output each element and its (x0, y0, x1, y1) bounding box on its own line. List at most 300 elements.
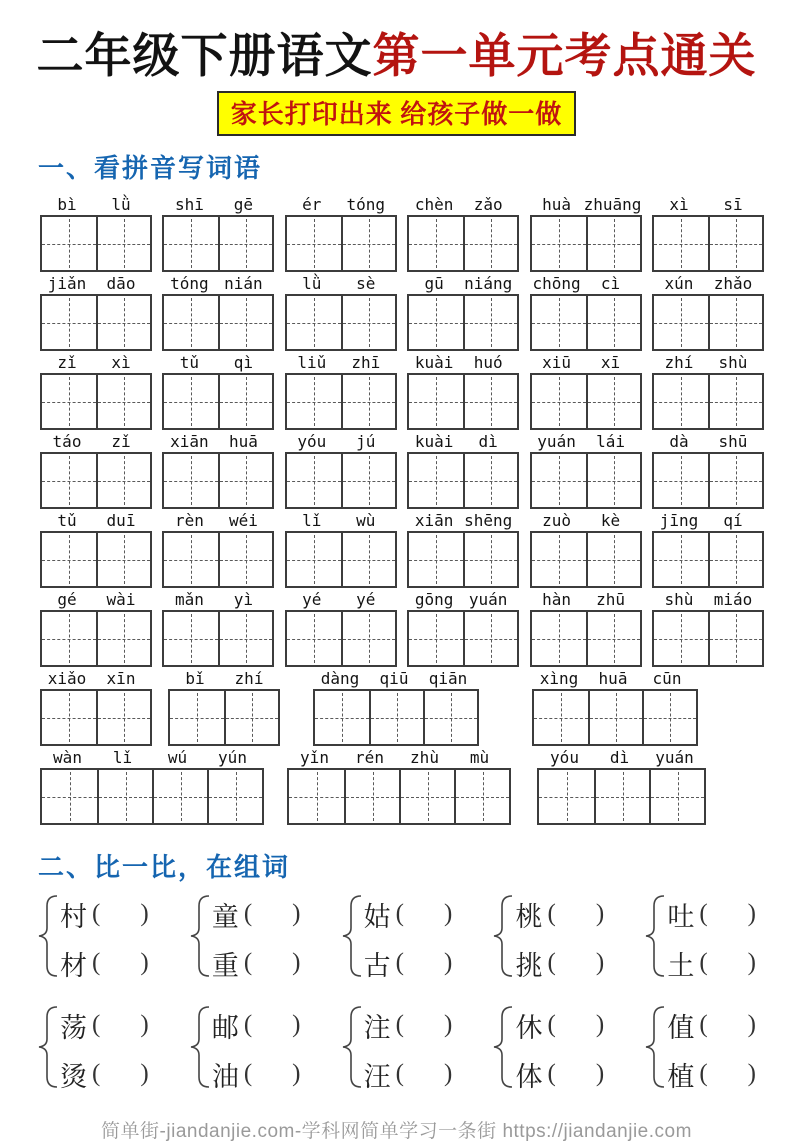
word-group (407, 351, 519, 430)
writing-boxes (168, 689, 280, 746)
compare-entry (60, 944, 149, 983)
pair-column (212, 895, 301, 983)
compare-pair (493, 1005, 604, 1094)
pinyin-syllable: zhí (664, 353, 694, 373)
pinyin-label (40, 193, 152, 215)
pinyin-syllable: shù (664, 590, 694, 610)
compare-character: 材 (60, 950, 87, 981)
writing-boxes (40, 610, 152, 667)
pinyin-syllable: dà (669, 432, 689, 452)
writing-boxes (40, 215, 152, 272)
pair-column (515, 1006, 604, 1094)
paren-open: ( (243, 949, 253, 977)
compare-pair (190, 894, 301, 983)
writing-cell (586, 533, 640, 586)
pinyin-syllable: dàng (320, 669, 360, 689)
writing-cell (164, 454, 218, 507)
word-group (40, 193, 152, 272)
compare-entry (364, 1006, 453, 1045)
pinyin-syllable: lǐ (302, 511, 322, 531)
pinyin-label (285, 351, 397, 373)
writing-cell (539, 770, 594, 823)
compare-character: 体 (515, 1061, 543, 1092)
pinyin-row-1 (40, 193, 764, 272)
writing-boxes (285, 531, 397, 588)
writing-cell (594, 770, 649, 823)
compare-row-2 (38, 1005, 756, 1094)
writing-boxes (530, 452, 642, 509)
pinyin-label (407, 272, 519, 294)
writing-cell (708, 375, 762, 428)
pinyin-label (162, 430, 274, 452)
paren-close: ) (595, 1011, 605, 1039)
pinyin-syllable: huā (228, 432, 258, 452)
writing-cell (341, 296, 395, 349)
compare-entry (667, 1055, 756, 1094)
brace-icon (190, 894, 210, 983)
pinyin-syllable: qì (233, 353, 254, 373)
writing-cell (588, 691, 642, 744)
pinyin-syllable: bì (57, 195, 77, 215)
pinyin-syllable: gōng (414, 590, 454, 610)
word-group (287, 746, 511, 825)
pinyin-label (40, 509, 152, 531)
writing-cell (654, 612, 708, 665)
writing-cell (708, 533, 762, 586)
pinyin-label (162, 193, 274, 215)
pinyin-label (285, 430, 397, 452)
pinyin-syllable: zǐ (57, 353, 77, 373)
writing-cell (287, 533, 341, 586)
pinyin-syllable: xì (669, 195, 689, 215)
compare-entry (667, 1006, 756, 1045)
writing-cell (164, 375, 218, 428)
pinyin-label (162, 272, 274, 294)
writing-cell (344, 770, 399, 823)
writing-cell (164, 612, 218, 665)
paren-open: ( (395, 949, 404, 977)
pinyin-syllable: shù (718, 353, 748, 373)
writing-cell (532, 217, 586, 270)
writing-cell (170, 691, 224, 744)
writing-cell (96, 691, 150, 744)
pinyin-syllable: liǔ (297, 353, 327, 373)
word-group (285, 272, 397, 351)
pinyin-label (407, 588, 519, 610)
writing-boxes (285, 610, 397, 667)
compare-character: 挑 (515, 950, 543, 981)
pinyin-syllable: xìng (539, 669, 579, 689)
pinyin-syllable: lǜ (111, 195, 131, 215)
pinyin-label (285, 588, 397, 610)
word-group (530, 430, 642, 509)
pinyin-syllable: wàn (53, 748, 82, 768)
word-group (537, 746, 706, 825)
writing-cell (218, 217, 272, 270)
compare-pair (342, 1005, 453, 1094)
pinyin-label (40, 667, 152, 689)
word-group (168, 667, 280, 746)
writing-cell (96, 454, 150, 507)
paren-open: ( (547, 1060, 556, 1088)
paren-close: ) (292, 949, 301, 977)
pinyin-syllable: dì (609, 748, 630, 768)
writing-boxes (40, 689, 152, 746)
paren-close: ) (443, 900, 453, 928)
word-group (530, 193, 642, 272)
pinyin-syllable: xīn (106, 669, 136, 689)
writing-boxes (652, 610, 764, 667)
writing-cell (708, 296, 762, 349)
compare-pair (38, 1005, 149, 1094)
writing-boxes (532, 689, 698, 746)
word-group (407, 193, 519, 272)
writing-cell (218, 454, 272, 507)
writing-boxes (162, 531, 274, 588)
compare-character: 桃 (515, 901, 543, 932)
compare-entry (212, 1006, 301, 1045)
pinyin-syllable: cì (600, 274, 621, 294)
paren-close: ) (140, 1011, 149, 1039)
compare-entry (212, 944, 301, 983)
pinyin-syllable: jīng (659, 511, 699, 531)
pair-column (667, 1006, 756, 1094)
word-group (40, 588, 152, 667)
pair-column (212, 1006, 301, 1094)
writing-boxes (652, 452, 764, 509)
paren-close: ) (595, 1060, 605, 1088)
writing-boxes (162, 373, 274, 430)
pinyin-syllable: zhǎo (713, 274, 753, 294)
word-group (40, 351, 152, 430)
pinyin-row-6 (40, 588, 764, 667)
paren-open: ( (92, 900, 101, 928)
writing-boxes (285, 294, 397, 351)
pinyin-syllable: rèn (174, 511, 204, 531)
pinyin-syllable: chèn (414, 195, 454, 215)
compare-character: 重 (211, 950, 239, 981)
paren-open: ( (395, 900, 404, 928)
word-group (285, 351, 397, 430)
paren-close: ) (443, 949, 453, 977)
word-group (407, 272, 519, 351)
writing-cell (654, 533, 708, 586)
pinyin-syllable: yuán (655, 748, 694, 768)
word-group (162, 193, 274, 272)
pinyin-syllable: dāo (106, 274, 136, 294)
writing-boxes (530, 610, 642, 667)
subtitle-banner: 家长打印出来 给孩子做一做 (217, 91, 577, 136)
pinyin-grid (0, 193, 793, 825)
compare-character: 童 (211, 901, 239, 932)
writing-cell (399, 770, 454, 823)
brace-icon (493, 1005, 513, 1094)
pinyin-label (168, 667, 280, 689)
pinyin-syllable: sè (356, 274, 376, 294)
word-group (40, 509, 152, 588)
writing-cell (42, 691, 96, 744)
writing-cell (96, 612, 150, 665)
pinyin-label (652, 272, 764, 294)
writing-cell (463, 296, 517, 349)
brace-icon (493, 894, 513, 983)
word-group (532, 667, 698, 746)
pinyin-syllable: qí (723, 511, 743, 531)
compare-entry (515, 895, 604, 934)
word-group (652, 588, 764, 667)
writing-cell (96, 296, 150, 349)
writing-cell (532, 454, 586, 507)
writing-cell (586, 612, 640, 665)
writing-boxes (407, 610, 519, 667)
word-group (162, 351, 274, 430)
writing-boxes (537, 768, 706, 825)
writing-cell (164, 533, 218, 586)
word-group (285, 509, 397, 588)
compare-entry (667, 944, 756, 983)
writing-cell (454, 770, 509, 823)
pinyin-syllable: tǔ (179, 353, 200, 373)
writing-boxes (162, 294, 274, 351)
compare-entry (364, 895, 453, 934)
subtitle-wrap (0, 91, 793, 136)
pinyin-label (407, 193, 519, 215)
pair-column (667, 895, 756, 983)
writing-cell (289, 770, 344, 823)
pinyin-row-7 (40, 667, 764, 746)
compare-entry (364, 1055, 453, 1094)
pinyin-row-8 (40, 746, 764, 825)
writing-cell (534, 691, 588, 744)
pinyin-syllable: xiū (542, 353, 572, 373)
word-group (313, 667, 479, 746)
page-title (0, 30, 793, 84)
paren-close: ) (747, 1011, 756, 1039)
writing-cell (369, 691, 423, 744)
writing-cell (463, 217, 517, 270)
pinyin-label (40, 746, 264, 768)
page-title-black: 二年级下册语文 (36, 31, 373, 83)
pinyin-syllable: yì (233, 590, 254, 610)
compare-character: 注 (363, 1012, 391, 1043)
pinyin-label (530, 272, 642, 294)
pinyin-label (313, 667, 479, 689)
compare-character: 汪 (363, 1061, 391, 1092)
paren-close: ) (595, 900, 605, 928)
pinyin-syllable: jú (356, 432, 376, 452)
writing-cell (315, 691, 369, 744)
pinyin-syllable: bǐ (185, 669, 205, 689)
pinyin-label (285, 193, 397, 215)
paren-open: ( (92, 1060, 101, 1088)
pinyin-syllable: tóng (346, 195, 386, 215)
brace-icon (342, 894, 362, 983)
writing-cell (152, 770, 207, 823)
pinyin-syllable: lǐ (112, 748, 133, 768)
writing-boxes (530, 294, 642, 351)
compare-character: 姑 (363, 901, 391, 932)
pinyin-syllable: shī (174, 195, 204, 215)
paren-open: ( (699, 1011, 708, 1039)
writing-cell (708, 454, 762, 507)
page-title-red: 第一单元考点通关 (372, 31, 757, 83)
pinyin-syllable: mǎn (174, 590, 204, 610)
paren-close: ) (595, 949, 605, 977)
pinyin-label (532, 667, 698, 689)
pinyin-syllable: shū (718, 432, 748, 452)
writing-boxes (530, 215, 642, 272)
writing-boxes (407, 294, 519, 351)
writing-boxes (407, 452, 519, 509)
compare-entry (60, 895, 149, 934)
writing-cell (42, 296, 96, 349)
writing-cell (409, 454, 463, 507)
paren-open: ( (92, 949, 101, 977)
pinyin-label (652, 509, 764, 531)
pinyin-syllable: xì (111, 353, 131, 373)
compare-entry (667, 895, 756, 934)
compare-row-1 (38, 894, 756, 983)
writing-boxes (285, 452, 397, 509)
pinyin-row-2 (40, 272, 764, 351)
writing-cell (409, 612, 463, 665)
writing-cell (586, 296, 640, 349)
pinyin-syllable: xún (664, 274, 694, 294)
writing-boxes (407, 373, 519, 430)
pinyin-row-5 (40, 509, 764, 588)
compare-pair (645, 894, 756, 983)
brace-icon (38, 894, 58, 983)
pinyin-syllable: zhù (410, 748, 439, 768)
pair-column (364, 895, 453, 983)
writing-cell (642, 691, 696, 744)
writing-cell (532, 375, 586, 428)
writing-cell (218, 533, 272, 586)
writing-cell (586, 454, 640, 507)
writing-boxes (652, 531, 764, 588)
pinyin-label (407, 430, 519, 452)
writing-cell (218, 296, 272, 349)
writing-cell (287, 454, 341, 507)
pinyin-syllable: qiū (379, 669, 409, 689)
writing-cell (218, 375, 272, 428)
compare-section (0, 894, 793, 1094)
pinyin-syllable: zhí (234, 669, 264, 689)
pinyin-syllable: zǎo (473, 195, 503, 215)
pinyin-syllable: huó (473, 353, 503, 373)
writing-cell (649, 770, 704, 823)
pinyin-label (652, 193, 764, 215)
section1-heading: 一、看拼音写词语 (38, 154, 263, 184)
word-group (40, 272, 152, 351)
pinyin-label (530, 430, 642, 452)
pinyin-label (287, 746, 511, 768)
writing-boxes (313, 689, 479, 746)
writing-cell (96, 375, 150, 428)
paren-close: ) (292, 1060, 301, 1088)
pair-column (60, 1006, 149, 1094)
paren-open: ( (547, 949, 556, 977)
compare-pair (38, 894, 149, 983)
pinyin-label (530, 193, 642, 215)
writing-boxes (652, 294, 764, 351)
writing-cell (42, 375, 96, 428)
pinyin-syllable: wú (167, 748, 188, 768)
writing-boxes (285, 215, 397, 272)
pair-column (60, 895, 149, 983)
writing-boxes (530, 531, 642, 588)
pinyin-label (40, 430, 152, 452)
pinyin-label (530, 588, 642, 610)
writing-cell (708, 612, 762, 665)
writing-cell (654, 375, 708, 428)
paren-close: ) (292, 1011, 301, 1039)
word-group (407, 588, 519, 667)
compare-pair (493, 894, 604, 983)
brace-icon (190, 1005, 210, 1094)
pinyin-syllable: lái (596, 432, 626, 452)
pinyin-syllable: duī (106, 511, 136, 531)
paren-open: ( (243, 1060, 253, 1088)
writing-cell (96, 533, 150, 586)
paren-open: ( (395, 1011, 404, 1039)
pinyin-syllable: niáng (464, 274, 513, 294)
writing-cell (207, 770, 262, 823)
pinyin-label (162, 509, 274, 531)
writing-cell (42, 533, 96, 586)
pinyin-syllable: hàn (542, 590, 572, 610)
pinyin-syllable: wù (356, 511, 376, 531)
pinyin-syllable: kuài (414, 432, 454, 452)
pinyin-syllable: yóu (297, 432, 327, 452)
paren-close: ) (140, 1060, 149, 1088)
paren-open: ( (92, 1011, 101, 1039)
compare-entry (60, 1055, 149, 1094)
paren-close: ) (443, 1011, 453, 1039)
pinyin-syllable: mù (469, 748, 490, 768)
writing-cell (341, 612, 395, 665)
compare-entry (212, 1055, 301, 1094)
pinyin-syllable: táo (52, 432, 82, 452)
writing-cell (42, 770, 97, 823)
compare-pair (342, 894, 453, 983)
word-group (407, 509, 519, 588)
pinyin-syllable: huā (598, 669, 628, 689)
pinyin-syllable: gé (57, 590, 77, 610)
writing-cell (654, 217, 708, 270)
paren-open: ( (243, 900, 253, 928)
pinyin-label (40, 272, 152, 294)
writing-cell (463, 612, 517, 665)
compare-character: 烫 (60, 1061, 87, 1092)
compare-pair (645, 1005, 756, 1094)
word-group (285, 588, 397, 667)
compare-pair (190, 1005, 301, 1094)
pinyin-syllable: sī (723, 195, 743, 215)
writing-cell (586, 375, 640, 428)
pinyin-syllable: kuài (414, 353, 454, 373)
paren-open: ( (547, 1011, 556, 1039)
writing-cell (409, 533, 463, 586)
pinyin-syllable: chōng (532, 274, 581, 294)
pinyin-syllable: lǜ (302, 274, 322, 294)
writing-cell (423, 691, 477, 744)
pinyin-syllable: huà (542, 195, 572, 215)
pinyin-syllable: yé (302, 590, 322, 610)
writing-cell (224, 691, 278, 744)
writing-boxes (407, 215, 519, 272)
pinyin-syllable: tóng (170, 274, 209, 294)
